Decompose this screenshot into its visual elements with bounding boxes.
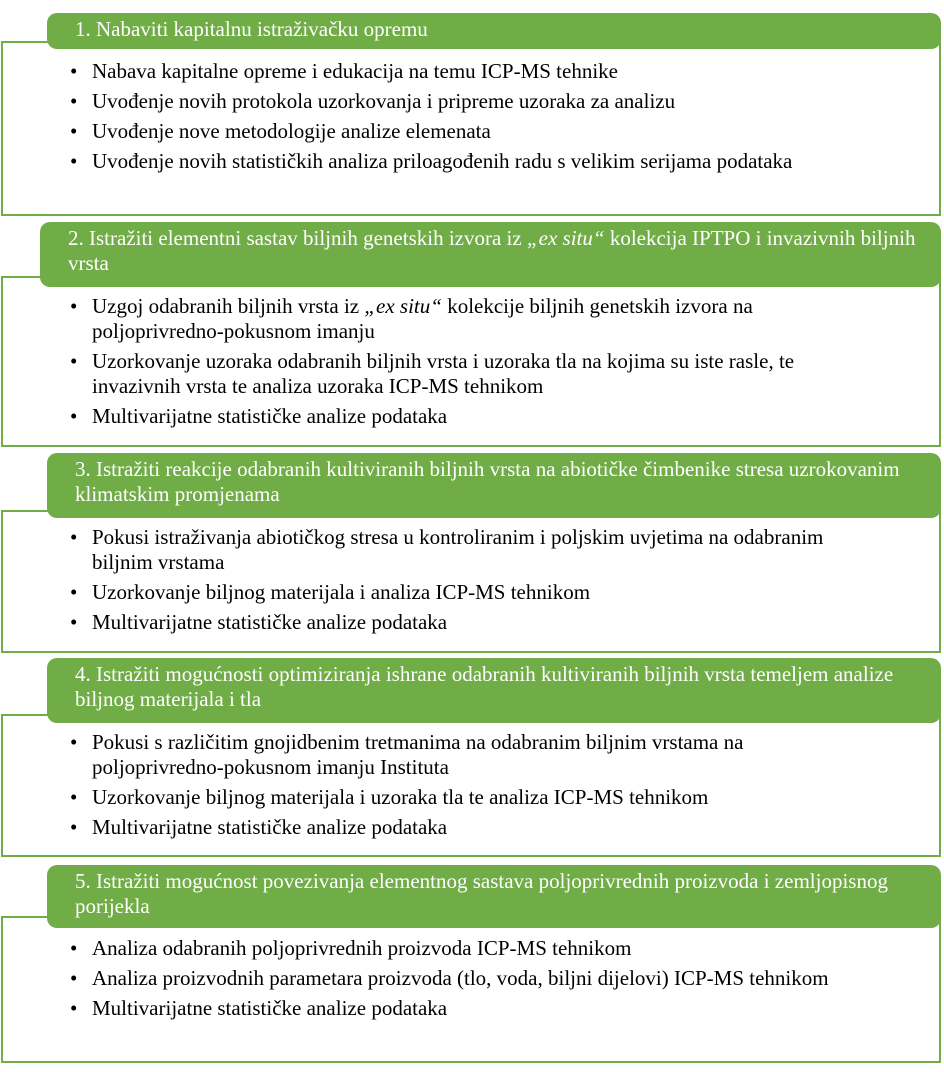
- bullet-icon: •: [70, 349, 78, 373]
- section-2-title: 2. Istražiti elementni sastav biljnih genetskih izvora iz „ex situ“ kolekcija IPTPO i invazivnih biljnih vrsta: [68, 226, 916, 275]
- section-4-list: [70, 730, 870, 845]
- bullet-icon: •: [70, 294, 78, 318]
- list-item: • Analiza odabranih poljoprivrednih proizvoda ICP-MS tehnikom: [70, 936, 632, 960]
- section-2-header: [40, 222, 941, 287]
- bullet-icon: •: [70, 580, 78, 604]
- section-1-list: [70, 59, 870, 179]
- list-item: • Multivarijatne statističke analize podataka: [70, 404, 448, 428]
- list-item: • Analiza proizvodnih parametara proizvoda (tlo, voda, biljni dijelovi) ICP-MS tehnikom: [70, 966, 829, 990]
- list-item: • Uzorkovanje biljnog materijala i analiza ICP-MS tehnikom: [70, 580, 591, 604]
- bullet-icon: •: [70, 525, 78, 549]
- section-5-header: [47, 865, 941, 928]
- bullet-icon: •: [70, 119, 78, 143]
- bullet-icon: •: [70, 996, 78, 1020]
- section-4-title: 4. Istražiti mogućnosti optimiziranja ishrane odabranih kultiviranih biljnih vrsta temeljem analize biljnog materijala i tla: [75, 662, 894, 711]
- list-item: • Multivarijatne statističke analize podataka: [70, 610, 448, 634]
- list-item: • Pokusi istraživanja abiotičkog stresa u kontroliranim i poljskim uvjetima na odabranim biljnim vrstama: [70, 525, 824, 574]
- list-item: • Pokusi s različitim gnojidbenim tretmanima na odabranim biljnim vrstama na poljoprivredno-pokusnom imanju Instituta: [70, 730, 744, 779]
- bullet-icon: •: [70, 730, 78, 754]
- bullet-icon: •: [70, 815, 78, 839]
- bullet-icon: •: [70, 966, 78, 990]
- section-2-list: [70, 294, 870, 434]
- list-item: • Multivarijatne statističke analize podataka: [70, 996, 448, 1020]
- section-5-list: [70, 936, 870, 1026]
- list-item: • Uzgoj odabranih biljnih vrsta iz „ex situ“ kolekcije biljnih genetskih izvora na poljoprivredno-pokusnom imanju: [70, 294, 753, 343]
- section-5-title: 5. Istražiti mogućnost povezivanja elementnog sastava poljoprivrednih proizvoda i zemljopisnog porijekla: [75, 869, 888, 918]
- bullet-icon: •: [70, 610, 78, 634]
- section-3-header: [47, 453, 941, 518]
- list-item: • Uvođenje nove metodologije analize elemenata: [70, 119, 491, 143]
- list-item: • Uvođenje novih statističkih analiza priloagođenih radu s velikim serijama podataka: [70, 149, 793, 173]
- section-1-header: [47, 13, 941, 49]
- section-1-title: 1. Nabaviti kapitalnu istraživačku opremu: [75, 17, 428, 41]
- list-item: • Multivarijatne statističke analize podataka: [70, 815, 448, 839]
- list-item: • Nabava kapitalne opreme i edukacija na temu ICP-MS tehnike: [70, 59, 618, 83]
- bullet-icon: •: [70, 785, 78, 809]
- section-3-list: [70, 525, 870, 640]
- list-item: • Uzorkovanje uzoraka odabranih biljnih vrsta i uzoraka tla na kojima su iste rasle, te invazivnih vrsta te analiza uzoraka ICP-MS tehnikom: [70, 349, 795, 398]
- list-item: • Uvođenje novih protokola uzorkovanja i pripreme uzoraka za analizu: [70, 89, 676, 113]
- bullet-icon: •: [70, 89, 78, 113]
- section-4-header: [47, 658, 941, 723]
- list-item: • Uzorkovanje biljnog materijala i uzoraka tla te analiza ICP-MS tehnikom: [70, 785, 709, 809]
- bullet-icon: •: [70, 936, 78, 960]
- bullet-icon: •: [70, 149, 78, 173]
- bullet-icon: •: [70, 404, 78, 428]
- section-3-title: 3. Istražiti reakcije odabranih kultiviranih biljnih vrsta na abiotičke čimbenike stresa uzrokovanim klimatskim promjenama: [75, 457, 900, 506]
- bullet-icon: •: [70, 59, 78, 83]
